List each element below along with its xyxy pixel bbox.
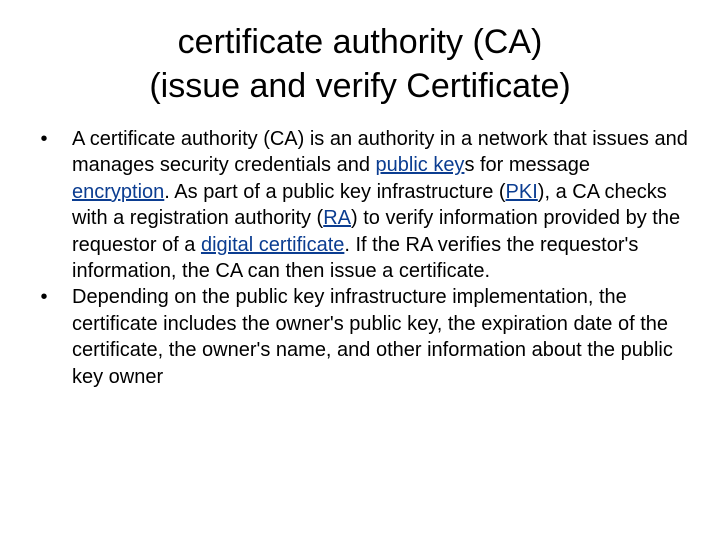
bullet-1-text-4: ), a CA checks with a registration authority ( bbox=[72, 180, 667, 230]
bullet-1-text-3: . As part of a public key infrastructure ( bbox=[164, 180, 506, 203]
title-line-2: (issue and verify Certificate) bbox=[149, 67, 571, 105]
ra-link[interactable]: RA bbox=[323, 207, 352, 230]
bullet-2-text: Depending on the public key infrastructure implementation, the certificate includes the owner's public key, the expiration date of the certificate, the owner's name, and other information about the public key owner bbox=[72, 286, 673, 388]
bullet-1-text-6: . If the RA verifies the requestor's information, the CA can then issue a certificate. bbox=[72, 233, 639, 283]
bullet-dot: • bbox=[40, 128, 48, 150]
bullet-1-text-1: A certificate authority (CA) is an authority in a network that issues and manages security credentials and bbox=[72, 128, 688, 177]
encryption-link[interactable]: encryption bbox=[72, 180, 165, 203]
bullet-item-1 bbox=[28, 126, 692, 284]
slide-content bbox=[28, 126, 692, 390]
pki-link[interactable]: PKI bbox=[505, 180, 538, 203]
digital-certificate-link[interactable]: digital certificate bbox=[200, 233, 345, 256]
bullet-1-text-5: ) to verify information provided by the requestor of a bbox=[72, 207, 681, 256]
slide-title bbox=[20, 20, 700, 108]
title-line-1: certificate authority (CA) bbox=[177, 23, 543, 61]
public-key-link[interactable]: public key bbox=[375, 154, 465, 177]
bullet-1-text-2: s for message bbox=[464, 154, 591, 177]
bullet-item-2 bbox=[28, 284, 692, 390]
bullet-dot: • bbox=[40, 286, 48, 309]
